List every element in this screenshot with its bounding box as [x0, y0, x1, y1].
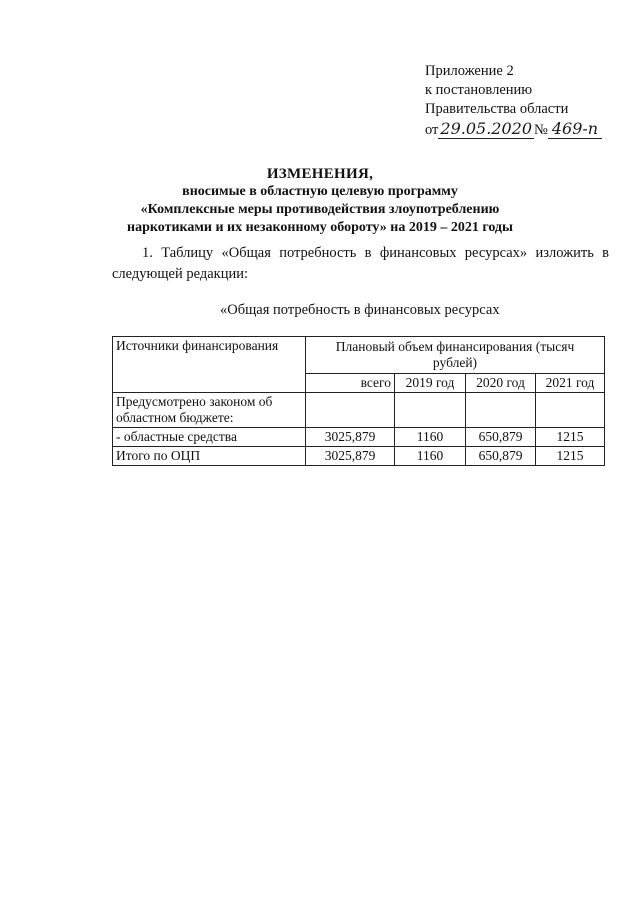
- cell-total: 3025,879: [306, 447, 395, 466]
- heading-title: ИЗМЕНЕНИЯ,: [266, 166, 374, 182]
- subheader-2021: 2021 год: [536, 374, 605, 393]
- heading-line-2: вносимые в областную целевую программу: [182, 184, 458, 199]
- body-paragraph: 1. Таблицу «Общая потребность в финансовых ресурсах» изложить в следующей редакции:: [112, 245, 609, 282]
- table-row: [113, 447, 605, 466]
- finance-table: [112, 336, 605, 466]
- subheader-2020: 2020 год: [466, 374, 536, 393]
- header-plan: Плановый объем финансирования (тысяч рублей): [306, 337, 605, 374]
- number-prefix: №: [534, 122, 548, 138]
- date-prefix: от: [425, 122, 439, 138]
- cell-2020: [466, 393, 536, 428]
- table-title: «Общая потребность в финансовых ресурсах: [220, 302, 500, 318]
- document-heading: [80, 165, 560, 237]
- header-source: Источники финансирования: [113, 337, 306, 393]
- cell-2020: 650,879: [466, 447, 536, 466]
- cell-2021: 1215: [536, 447, 605, 466]
- attachment-line-1: Приложение 2: [425, 63, 514, 79]
- cell-2020: 650,879: [466, 428, 536, 447]
- attachment-line-3: Правительства области: [425, 101, 569, 117]
- table-row: [113, 428, 605, 447]
- heading-line-3: «Комплексные меры противодействия злоупотреблению: [140, 202, 500, 217]
- cell-2019: 1160: [395, 447, 466, 466]
- attachment-line-2: к постановлению: [425, 82, 533, 98]
- handwritten-number: 469-п: [548, 119, 602, 139]
- cell-total: 3025,879: [306, 428, 395, 447]
- heading-line-4: наркотиками и их незаконному обороту» на 2019 – 2021 годы: [127, 220, 513, 235]
- cell-2021: [536, 393, 605, 428]
- table-row: [113, 393, 605, 428]
- row-label: Предусмотрено законом об областном бюджете:: [113, 393, 306, 428]
- subheader-total: всего: [306, 374, 395, 393]
- cell-total: [306, 393, 395, 428]
- subheader-2019: 2019 год: [395, 374, 466, 393]
- row-label: Итого по ОЦП: [113, 447, 306, 466]
- cell-2021: 1215: [536, 428, 605, 447]
- attachment-block: [425, 62, 602, 140]
- row-label: - областные средства: [113, 428, 306, 447]
- cell-2019: 1160: [395, 428, 466, 447]
- handwritten-date: 29.05.2020: [440, 119, 533, 138]
- attachment-date-line: [425, 119, 602, 140]
- table-header-row: [113, 337, 605, 374]
- cell-2019: [395, 393, 466, 428]
